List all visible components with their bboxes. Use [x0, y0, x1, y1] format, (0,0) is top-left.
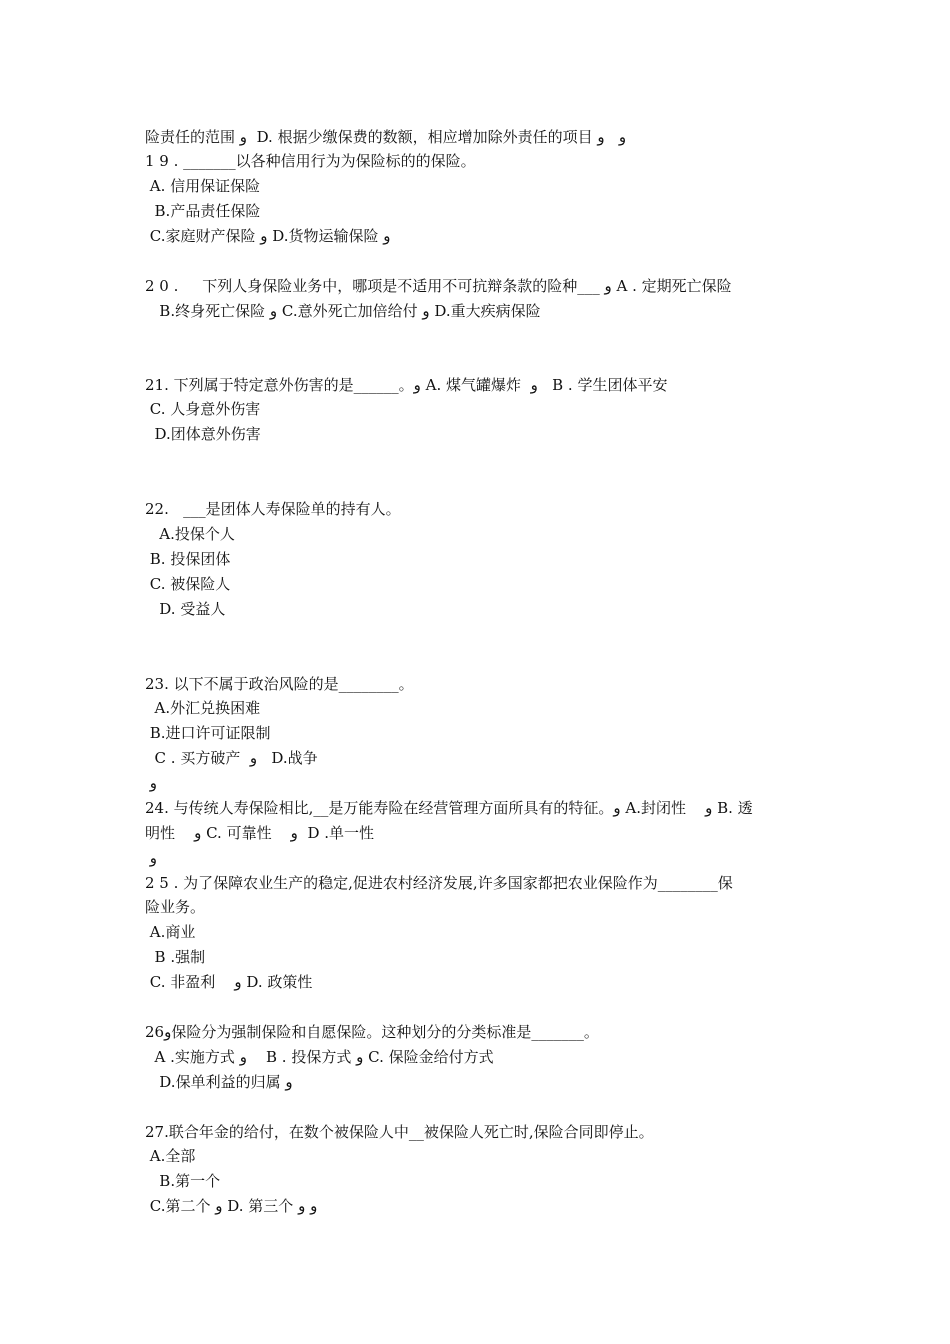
option-line: C. 被保险人	[145, 575, 231, 593]
option-line: B.产品责任保险	[145, 202, 261, 220]
question-21: 21. 下列属于特定意外伤害的是______。و A. 煤气罐爆炸 و B . 学生团体平安	[145, 376, 668, 394]
question-25: 2 5 . 为了保障农业生产的稳定,促进农村经济发展,许多国家都把农业保险作为________保	[145, 874, 733, 892]
option-line: D. 受益人	[145, 600, 226, 618]
option-line: D.保单利益的归属 و	[145, 1073, 293, 1091]
option-line: C . 买方破产 و D.战争	[145, 749, 318, 767]
option-line: A.投保个人	[145, 525, 235, 543]
option-line: A.全部	[145, 1147, 196, 1165]
option-line: A.商业	[145, 923, 196, 941]
option-line: C.第二个 و D. 第三个 و و	[145, 1197, 318, 1215]
option-line: B. 投保团体	[145, 550, 231, 568]
option-line: D.团体意外伤害	[145, 425, 261, 443]
option-line: A .实施方式 و B . 投保方式 و C. 保险金给付方式	[145, 1048, 494, 1066]
option-line: B.第一个	[145, 1172, 221, 1190]
question-27: 27.联合年金的给付，在数个被保险人中__被保险人死亡时,保险合同即停止。	[145, 1123, 654, 1141]
option-line: C.家庭财产保险 و D.货物运输保险 و	[145, 227, 391, 245]
text-line: و	[145, 849, 158, 867]
text-line: 明性 و C. 可靠性 و D .单一性	[145, 824, 375, 842]
question-19: 1 9 . _______以各种信用行为为保险标的的保险。	[145, 152, 476, 170]
option-line: C. 人身意外伤害	[145, 400, 261, 418]
option-line: B.终身死亡保险 و C.意外死亡加倍给付 و D.重大疾病保险	[145, 302, 541, 320]
question-23: 23. 以下不属于政治风险的是________。	[145, 675, 414, 693]
option-line: C. 非盈利 و D. 政策性	[145, 973, 313, 991]
option-line: A.外汇兑换困难	[145, 699, 261, 717]
question-20: 2 0 . 下列人身保险业务中，哪项是不适用不可抗辩条款的险种___ و A . 定期死亡保险	[145, 277, 732, 295]
text-line: و	[145, 774, 158, 792]
question-24: 24. 与传统人寿保险相比,__是万能寿险在经营管理方面所具有的特征。و A.封闭性 و B. 透	[145, 799, 753, 817]
question-22: 22. ___是团体人寿保险单的持有人。	[145, 500, 401, 518]
option-line: A. 信用保证保险	[145, 177, 261, 195]
text-line: 险业务。	[145, 898, 206, 916]
option-line: B.进口许可证限制	[145, 724, 271, 742]
text-line: 险责任的范围 و D. 根据少缴保费的数额，相应增加除外责任的项目 و و	[145, 128, 627, 146]
option-line: B .强制	[145, 948, 206, 966]
question-26: 26و保险分为强制保险和自愿保险。这种划分的分类标准是_______。	[145, 1023, 599, 1041]
